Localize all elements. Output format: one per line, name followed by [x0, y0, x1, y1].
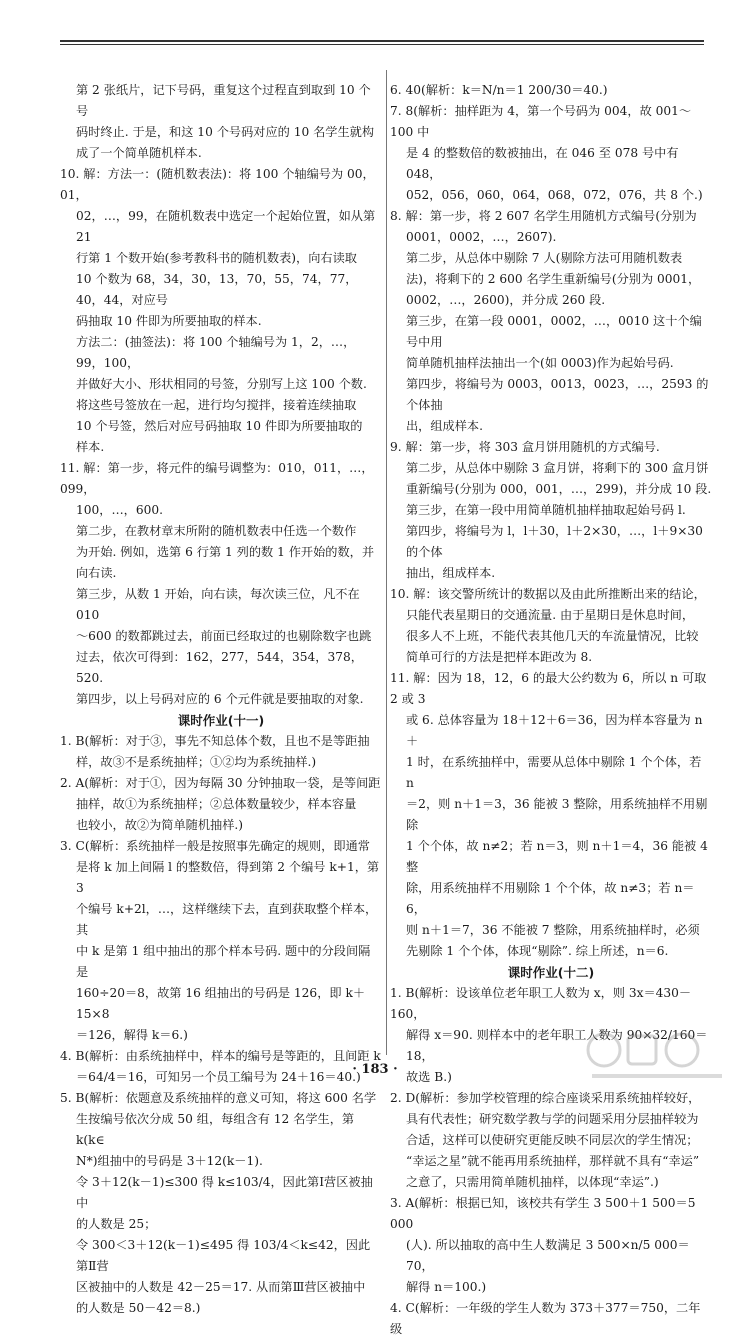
text-line: ＝2，则 n＋1＝3，36 能被 3 整除，用系统抽样不用剔除: [406, 797, 708, 832]
text-line: 行第 1 个数开始(参考教科书的随机数表)，向右读取: [76, 251, 357, 265]
text-line: 3. A(解析：根据已知，该校共有学生 3 500＋1 500＝5 000: [390, 1196, 700, 1231]
text-line: 也较小，故②为简单随机抽样.): [76, 818, 244, 832]
text-line: 除，用系统抽样不用剔除 1 个个体，故 n≠3；若 n＝6，: [406, 881, 695, 916]
text-line: 10. 解：该交警所统计的数据以及由此所推断出来的结论，: [390, 587, 706, 601]
text-line: 法)，将剩下的 2 600 名学生重新编号(分别为 0001，: [406, 272, 701, 286]
text-line: 区被抽中的人数是 42－25＝17. 从而第Ⅲ营区被抽中: [76, 1280, 366, 1294]
text-line: 具有代表性；研究数学教与学的问题采用分层抽样较为: [406, 1112, 699, 1126]
text-line: 的人数是 25；: [76, 1217, 157, 1231]
text-line: 是将 k 加上间隔 l 的整数倍，得到第 2 个编号 k+1，第 3: [76, 860, 383, 895]
text-line: 1 个个体，故 n≠2；若 n＝3，则 n＋1＝4，36 能被 4 整: [406, 839, 712, 874]
text-line: 160÷20＝8，故第 16 组抽出的号码是 126，即 k＋15×8: [76, 986, 366, 1021]
text-line: 抽出，组成样本.: [406, 566, 496, 580]
page-number: · 183 ·: [352, 1062, 398, 1077]
text-line: 1 时，在系统抽样中，需要从总体中剔除 1 个个体，若 n: [406, 755, 706, 790]
watermark-logo: [582, 1024, 732, 1094]
text-line: 第三步，在第一段 0001，0002，…，0010 这十个编号中用: [406, 314, 702, 349]
text-line: 4. B(解析：由系统抽样中，样本的编号是等距的，且间距 k: [60, 1049, 381, 1063]
text-line: 码时终止. 于是，和这 10 个号码对应的 10 名学生就构: [76, 125, 375, 139]
text-line: 并做好大小、形状相同的号签，分别写上这 100 个数.: [76, 377, 367, 391]
text-line: “幸运之星”就不能再用系统抽样，那样就不具有“幸运”: [406, 1154, 700, 1168]
text-line: 1. B(解析：对于③，事先不知总体个数，且也不是等距抽: [60, 734, 370, 748]
text-line: 1. B(解析：设该单位老年职工人数为 x，则 3x＝430－160，: [390, 986, 692, 1021]
text-line: 为开始. 例如，选第 6 行第 1 列的数 1 作开始的数，并: [76, 545, 375, 559]
text-line: 重新编号(分别为 000，001，…，299)，并分成 10 段.: [406, 482, 712, 496]
text-line: 码抽取 10 件即为所要抽取的样本.: [76, 314, 262, 328]
text-line: 第二步，在教材章末所附的随机数表中任选一个数作: [76, 524, 357, 538]
text-line: 8. 解：第一步，将 2 607 名学生用随机方式编号(分别为: [390, 209, 697, 223]
text-line: 10. 解：方法一：(随机数表法)：将 100 个轴编号为 00，01，: [60, 167, 375, 202]
text-line: 先剔除 1 个个体，体现“剔除”. 综上所述，n＝6.: [406, 944, 669, 958]
text-line: 052，056，060，064，068，072，076，共 8 个.): [406, 188, 703, 202]
text-line: 简单随机抽样法抽出一个(如 0003)作为起始号码.: [406, 356, 674, 370]
text-line: 第三步，在第一段中用简单随机抽样抽取起始号码 l.: [406, 503, 686, 517]
text-line: 之意了，只需用简单随机抽样，以体现“幸运”.): [406, 1175, 659, 1189]
text-line: 抽样，故①为系统抽样；②总体数量较少，样本容量: [76, 797, 357, 811]
text-line: 或 6. 总体容量为 18＋12＋6＝36，因为样本容量为 n＋: [406, 713, 703, 748]
text-line: 的人数是 50－42＝8.): [76, 1301, 201, 1315]
text-line: 很多人不上班，不能代表其他几天的车流量情况，比较: [406, 629, 699, 643]
top-rule: [60, 40, 704, 42]
text-line: (人). 所以抽取的高中生人数满足 3 500×n/5 000＝70，: [406, 1238, 690, 1273]
text-line: 第二步，从总体中剔除 7 人(剔除方法可用随机数表: [406, 251, 683, 265]
text-line: 方法二：(抽签法)：将 100 个轴编号为 1，2，…，99，100，: [76, 335, 356, 370]
text-line: 过去，依次可得到：162，277，544，354，378，520.: [76, 650, 363, 685]
text-line: 样，故③不是系统抽样；①②均为系统抽样.): [76, 755, 317, 769]
text-line: 解得 x＝90. 则样本中的老年职工人数为 90×32/160＝18，: [406, 1028, 708, 1063]
text-line: 出，组成样本.: [406, 419, 483, 433]
text-line: 02，…，99，在随机数表中选定一个起始位置，如从第 21: [76, 209, 380, 244]
text-line: 10 个数为 68，34，30，13，70，55，74，77，40，44，对应号: [76, 272, 358, 307]
text-line: 第三步，从数 1 开始，向右读，每次读三位，凡不在 010: [76, 587, 364, 622]
text-line: 6. 40(解析：k＝N/n＝1 200/30＝40.): [390, 83, 608, 97]
section-heading: 课时作业(十二): [507, 965, 595, 980]
text-line: 简单可行的方法是把样本距改为 8.: [406, 650, 593, 664]
text-line: 故选 B.): [406, 1070, 452, 1084]
text-line: 0002，…，2600)，并分成 260 段.: [406, 293, 606, 307]
text-line: 解得 n＝100.): [406, 1280, 487, 1294]
text-line: 是 4 的整数倍的数被抽出，在 046 至 078 号中有 048，: [406, 146, 683, 181]
text-line: 令 300＜3＋12(k－1)≤495 得 103/4＜k≤42，因此第Ⅱ营: [76, 1238, 371, 1273]
text-line: 只能代表星期日的交通流量. 由于星期日是休息时间，: [406, 608, 695, 622]
text-line: 7. 8(解析：抽样距为 4，第一个号码为 004，故 001～100 中: [390, 104, 692, 139]
column-divider: [386, 70, 387, 1055]
top-rule-thin: [60, 44, 704, 45]
text-line: 9. 解：第一步，将 303 盒月饼用随机的方式编号.: [390, 440, 660, 454]
text-line: 100，…，600.: [76, 503, 163, 517]
text-line: 0001，0002，…，2607).: [406, 230, 557, 244]
text-line: 中 k 是第 1 组中抽出的那个样本号码. 题中的分段间隔是: [76, 944, 371, 979]
text-line: 令 3＋12(k－1)≤300 得 k≤103/4，因此第Ⅰ营区被抽中: [76, 1175, 373, 1210]
text-line: 4. C(解析：一年级的学生人数为 373＋377＝750，二年级: [390, 1301, 701, 1336]
text-line: 第二步，从总体中剔除 3 盒月饼，将剩下的 300 盒月饼: [406, 461, 709, 475]
text-line: 第四步，将编号为 l，l＋30，l＋2×30，…，l＋9×30 的个体: [406, 524, 707, 559]
text-line: 则 n＋1＝7，36 不能被 7 整除，用系统抽样时，必须: [406, 923, 700, 937]
text-line: 生按编号依次分成 50 组，每组含有 12 名学生，第 k(k∈: [76, 1112, 358, 1147]
text-line: 11. 解：第一步，将元件的编号调整为：010，011，…，099，: [60, 461, 374, 496]
text-line: 合适，这样可以使研究更能反映不同层次的学生情况；: [406, 1133, 699, 1147]
text-line: 10 个号签，然后对应号码抽取 10 件即为所要抽取的: [76, 419, 363, 433]
section-heading: 课时作业(十一): [177, 713, 265, 728]
text-line: 第 2 张纸片，记下号码，重复这个过程直到取到 10 个号: [76, 83, 371, 118]
left-column: [60, 80, 382, 1319]
text-line: N*)组抽中的号码是 3＋12(k－1).: [76, 1154, 263, 1168]
text-line: 第四步，以上号码对应的 6 个元件就是要抽取的对象.: [76, 692, 364, 706]
text-line: 11. 解：因为 18，12，6 的最大公约数为 6，所以 n 可取 2 或 3: [390, 671, 711, 706]
text-line: ＝64/4＝16，可知另一个员工编号为 24＋16＝40.): [76, 1070, 361, 1084]
text-line: 个编号 k+2l，…，这样继续下去，直到获取整个样本，其: [76, 902, 378, 937]
text-line: 成了一个简单随机样本.: [76, 146, 202, 160]
text-line: 2. A(解析：对于①，因为每隔 30 分钟抽取一袋，是等间距: [60, 776, 381, 790]
right-column: [390, 80, 712, 1340]
text-line: 3. C(解析：系统抽样一般是按照事先确定的规则，即通常: [60, 839, 370, 853]
text-line: ～600 的数都跳过去，前面已经取过的也剔除数字也跳: [76, 629, 372, 643]
text-line: 将这些号签放在一起，进行均匀搅拌，接着连续抽取: [76, 398, 357, 412]
text-line: 5. B(解析：依题意及系统抽样的意义可知，将这 600 名学: [60, 1091, 377, 1105]
text-line: 向右读.: [76, 566, 117, 580]
text-line: 样本.: [76, 440, 105, 454]
text-line: ＝126，解得 k＝6.): [76, 1028, 188, 1042]
text-line: 第四步，将编号为 0003，0013，0023，…，2593 的个体抽: [406, 377, 709, 412]
text-line: 2. D(解析：参加学校管理的综合座谈采用系统抽样较好，: [390, 1091, 701, 1105]
